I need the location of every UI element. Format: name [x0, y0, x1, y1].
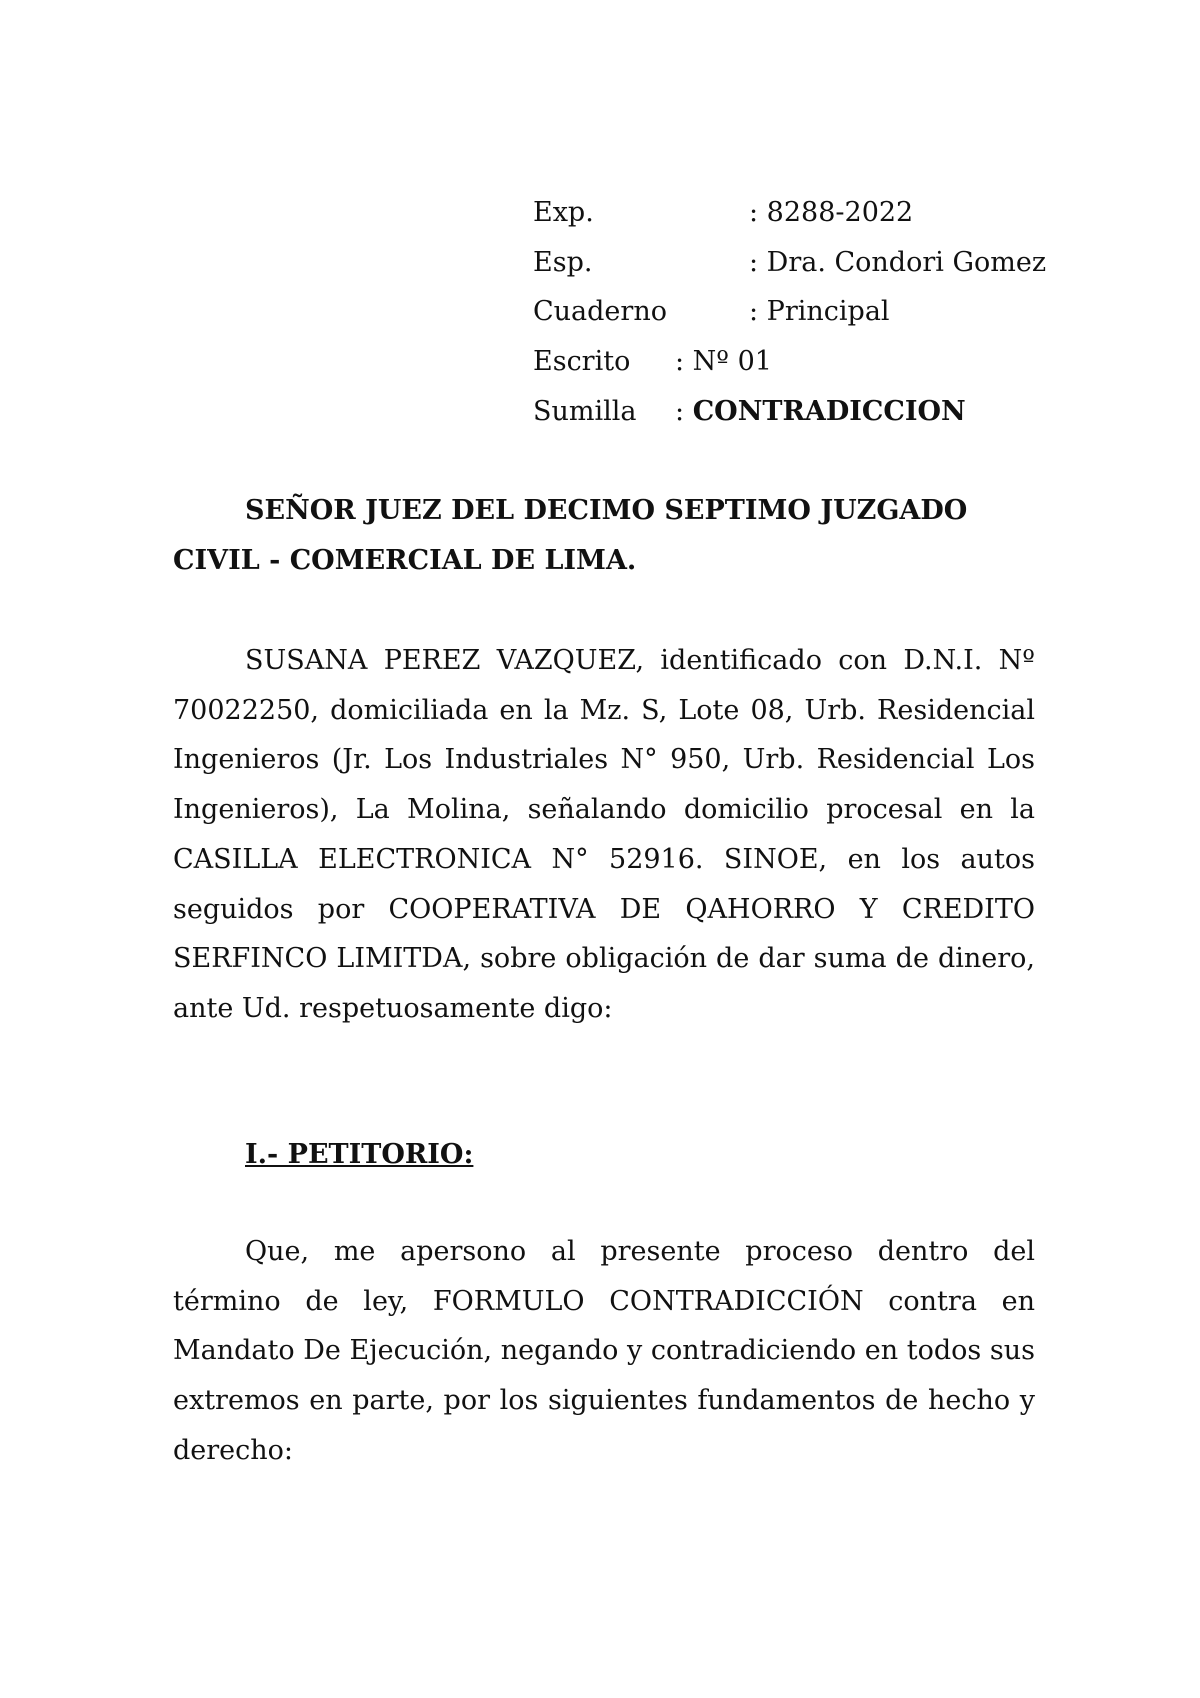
header-value: : Dra. Condori Gomez — [749, 246, 1047, 278]
header-value: : 8288-2022 — [749, 197, 914, 228]
header-label: Esp. — [533, 246, 593, 278]
header-value — [675, 387, 966, 437]
header-label: Cuaderno — [533, 296, 667, 328]
header-label: Sumilla — [533, 395, 637, 427]
header-value: : Principal — [749, 296, 890, 328]
header-value-prefix: : — [675, 395, 693, 427]
header-value: : Nº 01 — [675, 346, 772, 378]
header-label: Escrito — [533, 346, 631, 378]
intro-paragraph: SUSANA PEREZ VAZQUEZ, identificado con D.N.I. Nº 70022250, domiciliada en la Mz. S, Lote 08, Urb. Residencial Ingenieros (Jr. Los Industriales N° 950, Urb. Residencial Los Ingenieros), La Molina, señalando domicilio procesal en la CASILLA ELECTRONICA N° 52916. SINOE, en los autos seguidos por COOPERATIVA DE QAHORRO Y CREDITO SERFINCO LIMITDA, sobre obligación de dar suma de dinero, ante Ud. respetuosamente digo: — [173, 645, 1035, 1024]
addressee-heading: SEÑOR JUEZ DEL DECIMO SEPTIMO JUZGADO CIVIL - COMERCIAL DE LIMA. — [173, 495, 968, 576]
sumilla-value: CONTRADICCION — [692, 395, 966, 427]
header-label: Exp. — [533, 197, 594, 228]
section-title-petitorio: I.- PETITORIO: — [245, 1139, 474, 1170]
petitorio-paragraph: Que, me apersono al presente proceso dentro del término de ley, FORMULO CONTRADICCIÓN contra en Mandato De Ejecución, negando y contradiciendo en todos sus extremos en parte, por los siguientes fundamentos de hecho y derecho: — [173, 1236, 1035, 1466]
